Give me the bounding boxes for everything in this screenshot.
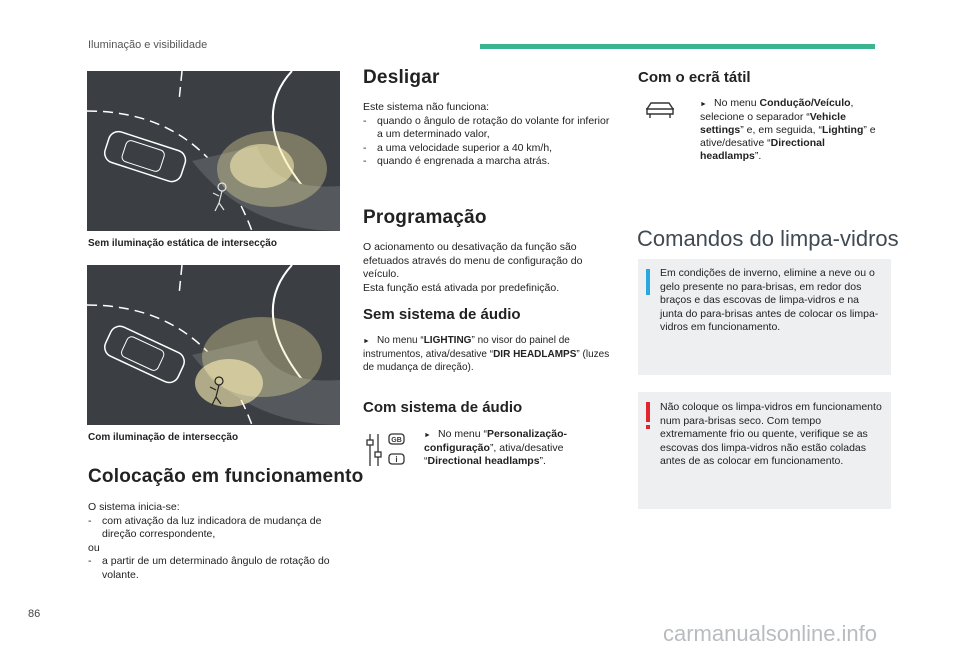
warning-note bbox=[638, 392, 891, 509]
heading-off: Desligar bbox=[363, 67, 440, 88]
heading-no-audio: Sem sistema de áudio bbox=[363, 306, 521, 323]
info-note-text: Em condições de inverno, elimine a neve ou o gelo presente no para-brisas, em redor dos braços e das escovas de limpa-vidros e na junta do para-brisas antes de colocar os limpa-vidros em funcionamento. bbox=[660, 267, 879, 333]
settings-sliders-icon bbox=[365, 432, 407, 468]
touchscreen-instruction: ► No menu Condução/Veículo, selecione o separador “Vehicle settings” e, em seguida, “Lighting” e ative/desative “Directional headlamps”. bbox=[700, 97, 876, 162]
heading-with-audio: Com sistema de áudio bbox=[363, 399, 523, 416]
watermark: carmanualsonline.info bbox=[663, 621, 878, 646]
info-marker-icon bbox=[646, 269, 650, 295]
arrow-icon: ► bbox=[700, 101, 707, 108]
list-item: - a uma velocidade superior a 40 km/h, bbox=[363, 141, 553, 154]
list-item: - quando é engrenada a marcha atrás. bbox=[363, 155, 550, 167]
arrow-icon: ► bbox=[424, 432, 431, 439]
heading-programming: Programação bbox=[363, 207, 487, 228]
warning-note-text: Não coloque os limpa-vidros em funcionamento num para-brisas seco. Com tempo extremamente frio ou quente, verifique se as escovas dos limpa-vidros não estão coladas antes de as colocar em funcionamento. bbox=[660, 401, 882, 467]
programming-default: Esta função está ativada por predefinição. bbox=[363, 281, 560, 294]
warning-marker-icon bbox=[646, 402, 650, 422]
activation-body bbox=[88, 501, 346, 582]
list-item: - quando o ângulo de rotação do volante for inferior a um determinado valor, bbox=[363, 114, 610, 140]
illustration-with-cornering-light bbox=[87, 265, 340, 425]
no-audio-instruction: ► No menu “LIGHTING” no visor do painel de instrumentos, ativa/desative “DIR HEADLAMPS” (luzes de mudança de direção). bbox=[363, 335, 610, 373]
section-title: Iluminação e visibilidade bbox=[88, 39, 208, 51]
off-intro: Este sistema não funciona: bbox=[363, 101, 490, 113]
off-body bbox=[363, 101, 613, 169]
list-item: - a partir de um determinado ângulo de rotação do volante. bbox=[88, 555, 330, 581]
programming-text: O acionamento ou desativação da função são efetuados através do menu de configuração do veículo. bbox=[363, 241, 583, 280]
programming-body bbox=[363, 241, 618, 295]
info-note bbox=[638, 259, 891, 375]
info-label: i bbox=[395, 455, 398, 464]
audio-instruction: ► No menu “Personalização-configuração”, ativa/desative “Directional headlamps”. bbox=[424, 428, 567, 467]
illustration-no-cornering-light bbox=[87, 71, 340, 231]
heading-wipers: Comandos do limpa-vidros bbox=[637, 226, 899, 251]
list-conjunction: ou bbox=[88, 541, 100, 554]
activation-intro: O sistema inicia-se: bbox=[88, 501, 180, 513]
gb-label: GB bbox=[391, 437, 402, 444]
heading-touchscreen: Com o ecrã tátil bbox=[638, 69, 751, 86]
section-accent-bar bbox=[480, 44, 875, 49]
page-number: 86 bbox=[28, 608, 41, 620]
car-icon bbox=[644, 100, 676, 120]
list-item: - com ativação da luz indicadora de mudança de direção correspondente, bbox=[88, 514, 322, 540]
figure-caption-1: Sem iluminação estática de intersecção bbox=[88, 238, 277, 249]
figure-caption-2: Com iluminação de intersecção bbox=[88, 432, 239, 443]
heading-activation: Colocação em funcionamento bbox=[88, 466, 364, 487]
arrow-icon: ► bbox=[363, 338, 370, 345]
